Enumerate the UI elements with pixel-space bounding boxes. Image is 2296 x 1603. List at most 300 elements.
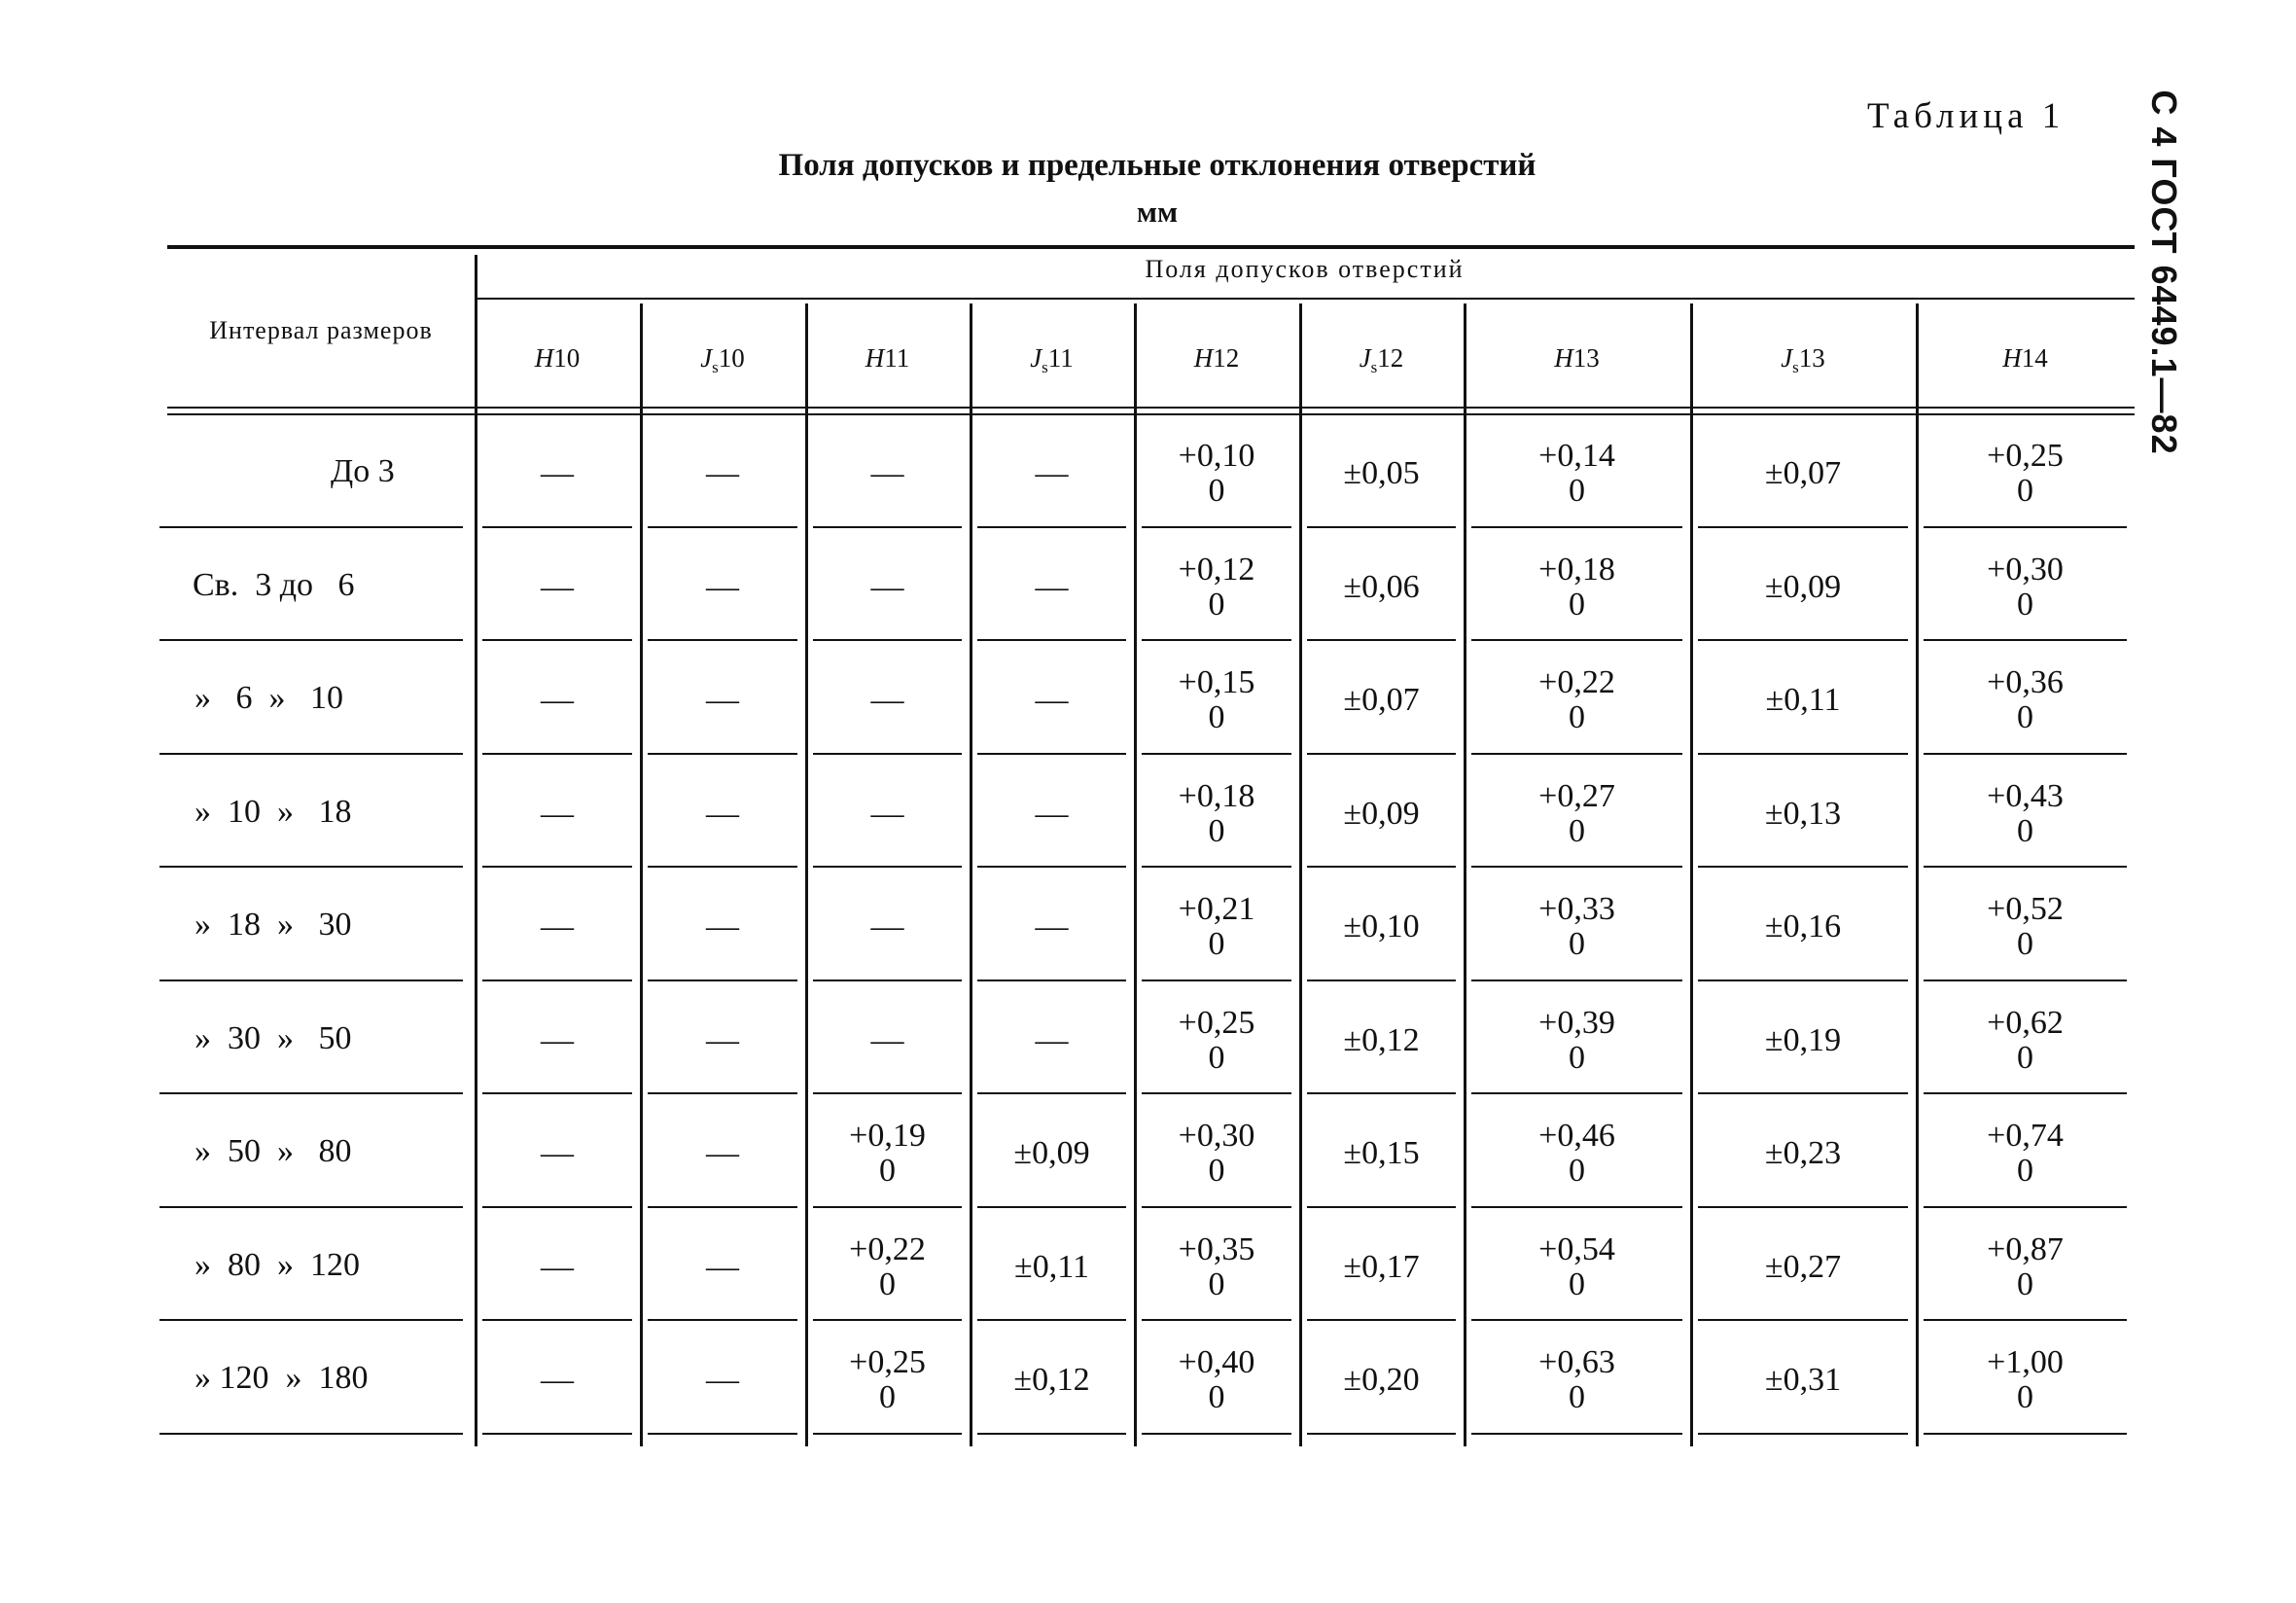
cell-separator <box>1698 980 1908 981</box>
cell-value: 0 <box>2017 699 2033 736</box>
cell-value: +0,15 <box>1178 664 1255 701</box>
table-cell <box>805 763 970 867</box>
cell-separator <box>813 1206 962 1208</box>
cell-separator <box>1924 1092 2127 1094</box>
cell-value: — <box>706 682 739 719</box>
cell-value: +0,87 <box>1987 1230 2064 1267</box>
cell-value: 0 <box>1569 926 1585 963</box>
cell-value: ±0,23 <box>1764 1135 1842 1172</box>
table-cell <box>1916 1102 2135 1206</box>
table-cell <box>970 1329 1134 1433</box>
cell-separator <box>1698 1092 1908 1094</box>
cell-separator <box>977 1092 1126 1094</box>
cell-value: ±0,19 <box>1764 1021 1842 1058</box>
cell-separator <box>1924 1433 2127 1435</box>
cell-separator <box>648 866 797 868</box>
table-cell <box>805 422 970 526</box>
cell-separator <box>1307 1092 1456 1094</box>
row-separator <box>159 1433 463 1435</box>
table-cell <box>475 1216 640 1320</box>
table-cell <box>970 649 1134 753</box>
cell-separator <box>1142 866 1291 868</box>
cell-value: 0 <box>1208 1039 1225 1076</box>
table-cell <box>1464 875 1690 980</box>
cell-value: +0,62 <box>1987 1004 2064 1041</box>
table-cell <box>1299 536 1464 640</box>
cell-separator <box>1307 1206 1456 1208</box>
row-separator <box>159 980 463 981</box>
cell-value: — <box>541 1135 574 1172</box>
table-cell <box>640 989 805 1093</box>
table-cell <box>1690 1102 1916 1206</box>
table-cell <box>1916 422 2135 526</box>
cell-separator <box>977 866 1126 868</box>
cell-separator <box>482 1092 632 1094</box>
cell-separator <box>648 980 797 981</box>
header-bottom-rule-double <box>167 413 2135 415</box>
column-header: $J_s10$ <box>700 343 745 376</box>
cell-value: — <box>1035 455 1069 492</box>
column-header-number: 12 <box>1213 343 1240 373</box>
cell-separator <box>648 1206 797 1208</box>
cell-separator <box>648 753 797 755</box>
cell-separator <box>1142 980 1291 981</box>
cell-value: ±0,10 <box>1343 908 1420 945</box>
row-separator <box>159 753 463 755</box>
cell-value: 0 <box>879 1153 896 1190</box>
cell-value: +0,40 <box>1178 1344 1255 1381</box>
cell-value: +0,27 <box>1538 777 1615 814</box>
row-separator <box>159 1319 463 1321</box>
cell-value: +0,21 <box>1178 891 1255 928</box>
cell-value: — <box>706 795 739 832</box>
cell-separator <box>1698 639 1908 641</box>
table-cell <box>640 1216 805 1320</box>
cell-separator <box>1698 1206 1908 1208</box>
table-cell <box>1464 422 1690 526</box>
column-header-number: 10 <box>553 343 581 373</box>
table-cell <box>970 763 1134 867</box>
cell-value: ±0,06 <box>1343 568 1420 605</box>
table-cell <box>970 422 1134 526</box>
group-header-rule <box>475 298 2135 300</box>
table-cell <box>1916 1216 2135 1320</box>
cell-separator <box>482 1433 632 1435</box>
cell-value: +0,36 <box>1987 664 2064 701</box>
cell-value: — <box>706 1021 739 1058</box>
cell-value: — <box>541 1362 574 1399</box>
cell-separator <box>1307 639 1456 641</box>
table-cell <box>1134 649 1299 753</box>
cell-value: 0 <box>2017 1153 2033 1190</box>
cell-separator <box>648 639 797 641</box>
table-cell <box>640 649 805 753</box>
column-header-subscript: s <box>1042 358 1048 376</box>
cell-separator <box>648 526 797 528</box>
cell-separator <box>813 1092 962 1094</box>
cell-separator <box>1142 1433 1291 1435</box>
cell-value: 0 <box>1208 1153 1225 1190</box>
table-cell <box>805 1102 970 1206</box>
cell-separator <box>648 1319 797 1321</box>
cell-value: 0 <box>1569 699 1585 736</box>
table-cell <box>640 536 805 640</box>
table-cell <box>475 536 640 640</box>
table-cell <box>1134 1102 1299 1206</box>
table-cell <box>805 649 970 753</box>
cell-value: ±0,11 <box>1765 682 1841 719</box>
table-cell <box>640 875 805 980</box>
cell-value: +0,52 <box>1987 891 2064 928</box>
table-cell <box>640 422 805 526</box>
cell-separator <box>1924 639 2127 641</box>
cell-value: 0 <box>2017 1265 2033 1302</box>
cell-value: ±0,20 <box>1343 1362 1420 1399</box>
table-cell <box>640 763 805 867</box>
column-header-number: 10 <box>718 343 745 373</box>
cell-value: — <box>541 795 574 832</box>
cell-separator <box>977 1433 1126 1435</box>
header-bottom-rule <box>167 407 2135 409</box>
table-cell <box>805 875 970 980</box>
cell-value: 0 <box>879 1265 896 1302</box>
row-label: » 50 » 80 <box>194 1133 352 1170</box>
cell-value: ±0,09 <box>1764 568 1842 605</box>
cell-value: +0,18 <box>1178 777 1255 814</box>
column-header-number: 13 <box>1572 343 1600 373</box>
table-cell <box>475 989 640 1093</box>
table-cell <box>1690 1329 1916 1433</box>
table-cell <box>1690 649 1916 753</box>
column-header: $J_s13$ <box>1781 343 1825 376</box>
row-label: » 80 » 120 <box>194 1246 360 1283</box>
table-cell <box>1299 875 1464 980</box>
row-label: » 120 » 180 <box>194 1360 369 1397</box>
cell-value: ±0,13 <box>1764 795 1842 832</box>
cell-separator <box>813 1433 962 1435</box>
table-cell <box>970 875 1134 980</box>
table-cell <box>1299 763 1464 867</box>
cell-value: — <box>541 682 574 719</box>
cell-separator <box>1142 639 1291 641</box>
cell-value: +0,12 <box>1178 551 1255 588</box>
cell-separator <box>1698 753 1908 755</box>
table-cell <box>1299 649 1464 753</box>
column-header: H14 <box>2002 343 2048 373</box>
row-label: » 10 » 18 <box>194 793 352 830</box>
cell-value: ±0,12 <box>1343 1021 1420 1058</box>
cell-separator <box>1698 526 1908 528</box>
cell-separator <box>977 1206 1126 1208</box>
group-header-label: Поля допусков отверстий <box>1145 255 1465 283</box>
cell-separator <box>813 526 962 528</box>
cell-value: +0,35 <box>1178 1230 1255 1267</box>
cell-separator <box>1471 526 1682 528</box>
table-cell <box>1464 1329 1690 1433</box>
cell-separator <box>482 980 632 981</box>
table-cell <box>970 536 1134 640</box>
cell-value: 0 <box>2017 1039 2033 1076</box>
cell-separator <box>1698 1319 1908 1321</box>
cell-value: 0 <box>1208 812 1225 849</box>
table-cell <box>1134 1329 1299 1433</box>
table-cell <box>1134 422 1299 526</box>
column-header: H10 <box>534 343 581 373</box>
row-separator <box>159 866 463 868</box>
cell-value: 0 <box>1208 699 1225 736</box>
cell-separator <box>482 1319 632 1321</box>
cell-value: — <box>870 795 904 832</box>
table-title: Поля допусков и предельные отклонения отверстий <box>778 148 1537 183</box>
cell-value: +0,22 <box>1538 664 1615 701</box>
cell-value: +0,10 <box>1178 438 1255 475</box>
cell-value: +0,74 <box>1987 1118 2064 1155</box>
cell-value: — <box>870 568 904 605</box>
cell-separator <box>1924 1206 2127 1208</box>
column-header: H13 <box>1554 343 1600 373</box>
cell-separator <box>482 753 632 755</box>
cell-separator <box>1471 1319 1682 1321</box>
cell-value: 0 <box>1569 812 1585 849</box>
cell-value: — <box>541 1248 574 1285</box>
table-cell <box>1916 649 2135 753</box>
cell-value: ±0,07 <box>1764 455 1842 492</box>
cell-separator <box>1142 1206 1291 1208</box>
table-cell <box>1134 536 1299 640</box>
table-cell <box>1299 1216 1464 1320</box>
table-cell <box>1464 1102 1690 1206</box>
cell-separator <box>1471 639 1682 641</box>
table-cell <box>640 1329 805 1433</box>
table-cell <box>1299 1102 1464 1206</box>
cell-separator <box>813 866 962 868</box>
table-cell <box>475 1102 640 1206</box>
cell-separator <box>977 526 1126 528</box>
cell-value: 0 <box>879 1379 896 1416</box>
cell-value: ±0,15 <box>1343 1135 1420 1172</box>
table-cell <box>1464 536 1690 640</box>
table-cell <box>805 536 970 640</box>
row-separator <box>159 1206 463 1208</box>
cell-value: +0,33 <box>1538 891 1615 928</box>
cell-value: — <box>870 455 904 492</box>
cell-value: ±0,05 <box>1343 455 1420 492</box>
cell-value: — <box>706 1135 739 1172</box>
cell-separator <box>813 639 962 641</box>
cell-value: ±0,12 <box>1013 1362 1090 1399</box>
table-cell <box>1690 536 1916 640</box>
cell-separator <box>1142 1319 1291 1321</box>
cell-value: — <box>541 568 574 605</box>
cell-separator <box>813 1319 962 1321</box>
table-cell <box>970 989 1134 1093</box>
cell-value: 0 <box>1569 1265 1585 1302</box>
cell-separator <box>1307 1433 1456 1435</box>
row-label: » 18 » 30 <box>194 907 352 944</box>
cell-separator <box>1471 980 1682 981</box>
cell-value: ±0,31 <box>1764 1362 1842 1399</box>
cell-separator <box>1307 980 1456 981</box>
cell-value: +0,63 <box>1538 1344 1615 1381</box>
cell-separator <box>1307 753 1456 755</box>
table-cell <box>1916 763 2135 867</box>
cell-value: +0,14 <box>1538 438 1615 475</box>
cell-separator <box>1924 866 2127 868</box>
table-cell <box>1299 1329 1464 1433</box>
cell-value: +0,30 <box>1987 551 2064 588</box>
cell-value: — <box>1035 795 1069 832</box>
cell-separator <box>1307 526 1456 528</box>
cell-separator <box>813 980 962 981</box>
row-separator <box>159 639 463 641</box>
cell-separator <box>1142 753 1291 755</box>
table-number: Таблица 1 <box>1867 96 2066 136</box>
row-separator <box>159 526 463 528</box>
cell-value: +0,30 <box>1178 1118 1255 1155</box>
column-header-number: 11 <box>884 343 910 373</box>
cell-value: ±0,09 <box>1013 1135 1090 1172</box>
table-cell <box>475 875 640 980</box>
cell-value: — <box>1035 682 1069 719</box>
table-cell <box>1464 763 1690 867</box>
table-cell <box>475 649 640 753</box>
cell-value: — <box>870 682 904 719</box>
cell-value: +0,43 <box>1987 777 2064 814</box>
column-header-subscript: s <box>1792 358 1799 376</box>
table-cell <box>1690 1216 1916 1320</box>
cell-value: +0,54 <box>1538 1230 1615 1267</box>
cell-separator <box>977 753 1126 755</box>
cell-value: +0,25 <box>1178 1004 1255 1041</box>
table-cell <box>1134 763 1299 867</box>
cell-separator <box>1471 866 1682 868</box>
cell-separator <box>1307 1319 1456 1321</box>
cell-value: +0,18 <box>1538 551 1615 588</box>
column-header: $J_s11$ <box>1030 343 1074 376</box>
cell-separator <box>1924 753 2127 755</box>
cell-value: +0,25 <box>849 1344 926 1381</box>
cell-value: — <box>541 455 574 492</box>
cell-value: 0 <box>1569 1153 1585 1190</box>
row-label: » 6 » 10 <box>194 680 343 717</box>
cell-value: 0 <box>1208 1379 1225 1416</box>
cell-value: — <box>870 908 904 945</box>
cell-separator <box>482 866 632 868</box>
table-cell <box>475 422 640 526</box>
table-cell <box>1134 989 1299 1093</box>
cell-value: +0,46 <box>1538 1118 1615 1155</box>
table-cell <box>1464 649 1690 753</box>
cell-value: 0 <box>1208 926 1225 963</box>
table-cell <box>1464 1216 1690 1320</box>
cell-value: ±0,11 <box>1014 1248 1089 1285</box>
table-cell <box>1134 875 1299 980</box>
cell-value: ±0,07 <box>1343 682 1420 719</box>
table-cell <box>1690 989 1916 1093</box>
table-cell <box>970 1102 1134 1206</box>
cell-value: 0 <box>2017 812 2033 849</box>
cell-value: — <box>1035 1021 1069 1058</box>
table-top-rule <box>167 245 2135 249</box>
column-header-number: 12 <box>1377 343 1404 373</box>
unit-label: мм <box>1136 195 1179 229</box>
cell-value: 0 <box>1569 586 1585 623</box>
cell-value: 0 <box>1569 1379 1585 1416</box>
side-document-code <box>2135 89 2193 455</box>
column-header-subscript: s <box>1370 358 1378 376</box>
cell-value: 0 <box>2017 1379 2033 1416</box>
cell-separator <box>1471 753 1682 755</box>
table-cell <box>1916 875 2135 980</box>
cell-value: 0 <box>1569 473 1585 510</box>
cell-value: ±0,09 <box>1343 795 1420 832</box>
cell-separator <box>977 639 1126 641</box>
cell-separator <box>1924 980 2127 981</box>
cell-value: — <box>706 455 739 492</box>
column-header-number: 11 <box>1047 343 1074 373</box>
cell-value: +0,25 <box>1987 438 2064 475</box>
cell-value: 0 <box>2017 586 2033 623</box>
column-header: $J_s12$ <box>1359 343 1404 376</box>
cell-separator <box>1698 1433 1908 1435</box>
cell-separator <box>1471 1206 1682 1208</box>
table-cell <box>475 763 640 867</box>
table-cell <box>1690 875 1916 980</box>
cell-value: 0 <box>1208 473 1225 510</box>
cell-value: — <box>706 568 739 605</box>
column-header: H11 <box>865 343 910 373</box>
cell-separator <box>813 753 962 755</box>
cell-value: — <box>706 1362 739 1399</box>
cell-separator <box>482 526 632 528</box>
cell-value: — <box>541 1021 574 1058</box>
column-header-number: 14 <box>2021 343 2048 373</box>
row-label: До 3 <box>331 453 395 490</box>
table-cell <box>1916 989 2135 1093</box>
column-header-subscript: s <box>712 358 719 376</box>
cell-value: ±0,17 <box>1343 1248 1420 1285</box>
cell-value: ±0,16 <box>1764 908 1842 945</box>
cell-separator <box>1471 1433 1682 1435</box>
cell-value: — <box>1035 568 1069 605</box>
cell-separator <box>1142 1092 1291 1094</box>
table-cell <box>805 1329 970 1433</box>
cell-separator <box>1924 526 2127 528</box>
cell-separator <box>1471 1092 1682 1094</box>
cell-value: +0,19 <box>849 1118 926 1155</box>
side-label: С 4 ГОСТ 6449.1—82 <box>2144 89 2184 455</box>
table-cell <box>1916 536 2135 640</box>
row-separator <box>159 1092 463 1094</box>
table-cell <box>1916 1329 2135 1433</box>
table-cell <box>1299 989 1464 1093</box>
cell-value: 0 <box>1569 1039 1585 1076</box>
cell-value: 0 <box>1208 586 1225 623</box>
cell-value: +1,00 <box>1987 1344 2064 1381</box>
column-header: H12 <box>1193 343 1240 373</box>
cell-value: ±0,27 <box>1764 1248 1842 1285</box>
column-header-number: 13 <box>1798 343 1825 373</box>
cell-separator <box>1924 1319 2127 1321</box>
row-label: Св. 3 до 6 <box>193 566 355 603</box>
table-cell <box>805 1216 970 1320</box>
cell-value: — <box>706 1248 739 1285</box>
cell-separator <box>482 1206 632 1208</box>
table-cell <box>805 989 970 1093</box>
cell-value: — <box>541 908 574 945</box>
cell-value: +0,22 <box>849 1230 926 1267</box>
cell-value: — <box>870 1021 904 1058</box>
